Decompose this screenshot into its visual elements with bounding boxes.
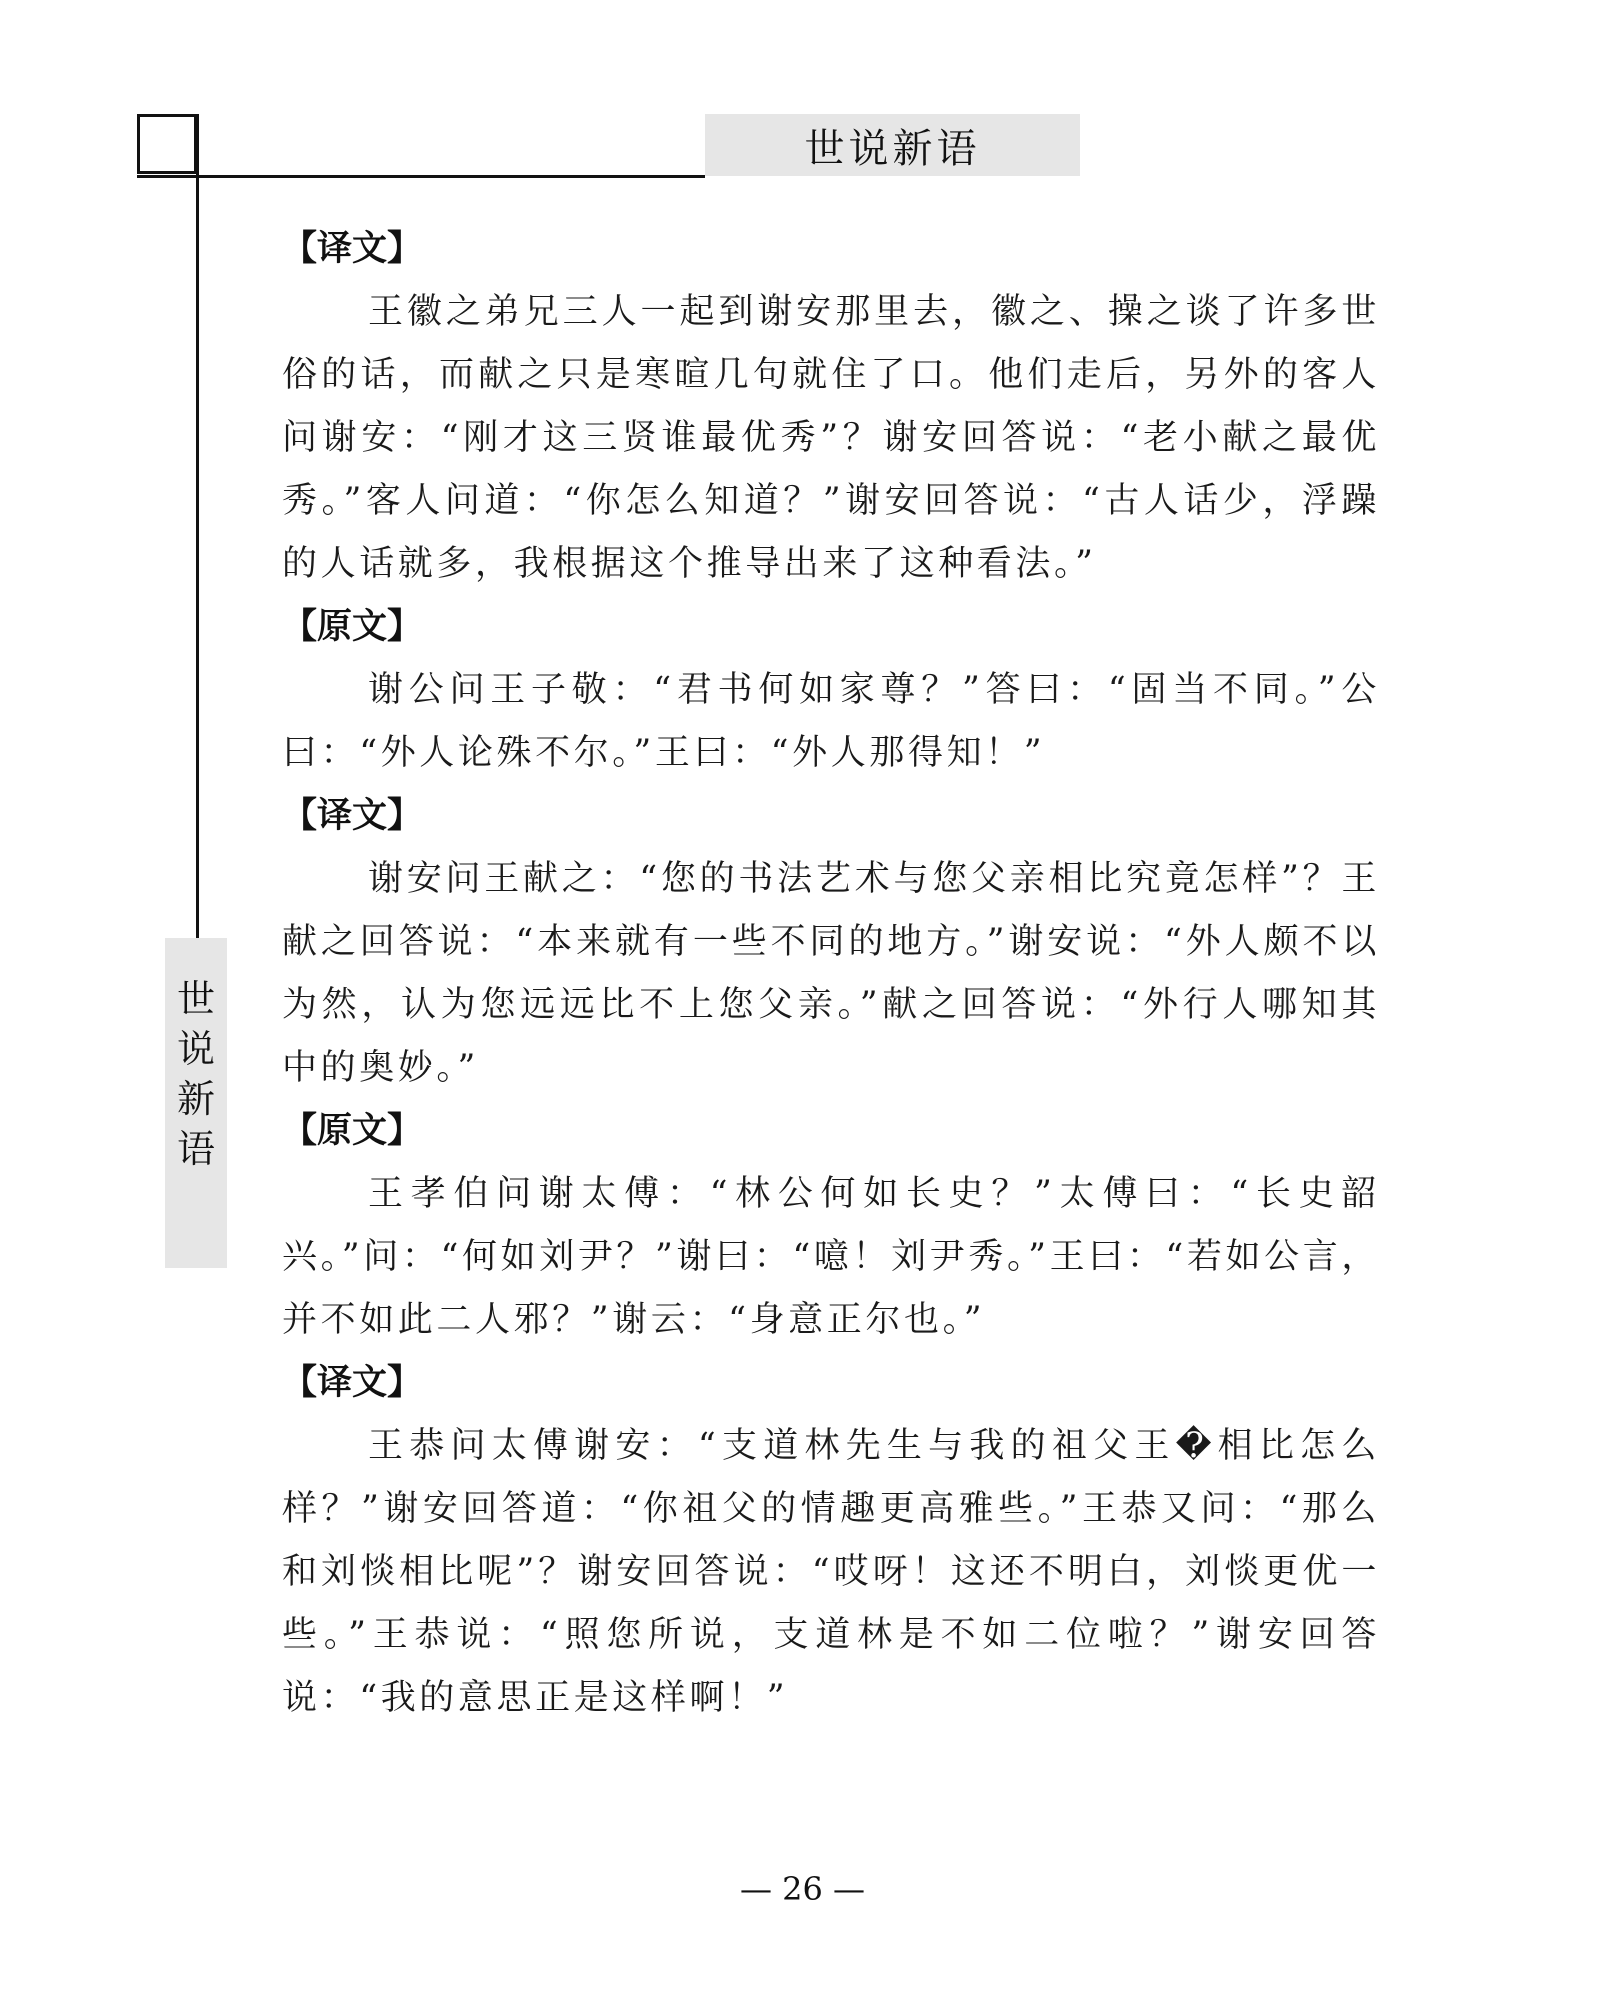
side-tab-char: 说 bbox=[176, 1027, 215, 1071]
side-tab bbox=[165, 938, 227, 1268]
section-label: 【原文】 bbox=[282, 607, 423, 647]
section-paragraph: 王恭问太傅谢安：“支道林先生与我的祖父王�相比怎么样？”谢安回答道：“你祖父的情趣更高雅些。”王恭又问：“那么和刘惔相比呢”？谢安回答说：“哎呀！这还不明白，刘惔更优一些。”王恭说：“照您所说，支道林是不如二位啦？”谢安回答说：“我的意思正是这样啊！” bbox=[282, 1426, 1380, 1718]
side-tab-char: 语 bbox=[176, 1127, 215, 1171]
section-paragraph: 谢公问王子敬：“君书何如家尊？”答曰：“固当不同。”公曰：“外人论殊不尔。”王曰：“外人那得知！” bbox=[282, 670, 1380, 773]
section-paragraph: 王徽之弟兄三人一起到谢安那里去，徽之、操之谈了许多世俗的话，而献之只是寒暄几句就住了口。他们走后，另外的客人问谢安：“刚才这三贤谁最优秀”？谢安回答说：“老小献之最优秀。”客人问道：“你怎么知道？”谢安回答说：“古人话少，浮躁的人话就多，我根据这个推导出来了这种看法。” bbox=[282, 292, 1380, 584]
section-label: 【译文】 bbox=[282, 229, 423, 269]
running-header-title: 世说新语 bbox=[705, 114, 1080, 176]
header-corner-box bbox=[137, 114, 197, 174]
side-tab-char: 世 bbox=[176, 977, 215, 1021]
page-number: — 26 — bbox=[739, 1870, 866, 1908]
section-label: 【原文】 bbox=[282, 1111, 423, 1151]
section-paragraph: 王孝伯问谢太傅：“林公何如长史？”太傅曰：“长史韶兴。”问：“何如刘尹？”谢曰：“噫！刘尹秀。”王曰：“若如公言，并不如此二人邪？”谢云：“身意正尔也。” bbox=[282, 1174, 1380, 1340]
header-rule bbox=[137, 175, 705, 178]
margin-rule bbox=[196, 114, 199, 940]
section-label: 【译文】 bbox=[282, 1363, 423, 1403]
section-label: 【译文】 bbox=[282, 796, 423, 836]
section-paragraph: 谢安问王献之：“您的书法艺术与您父亲相比究竟怎样”？王献之回答说：“本来就有一些不同的地方。”谢安说：“外人颇不以为然，认为您远远比不上您父亲。”献之回答说：“外行人哪知其中的奥妙。” bbox=[282, 859, 1380, 1088]
page-body bbox=[282, 218, 1380, 1730]
side-tab-char: 新 bbox=[176, 1077, 215, 1121]
